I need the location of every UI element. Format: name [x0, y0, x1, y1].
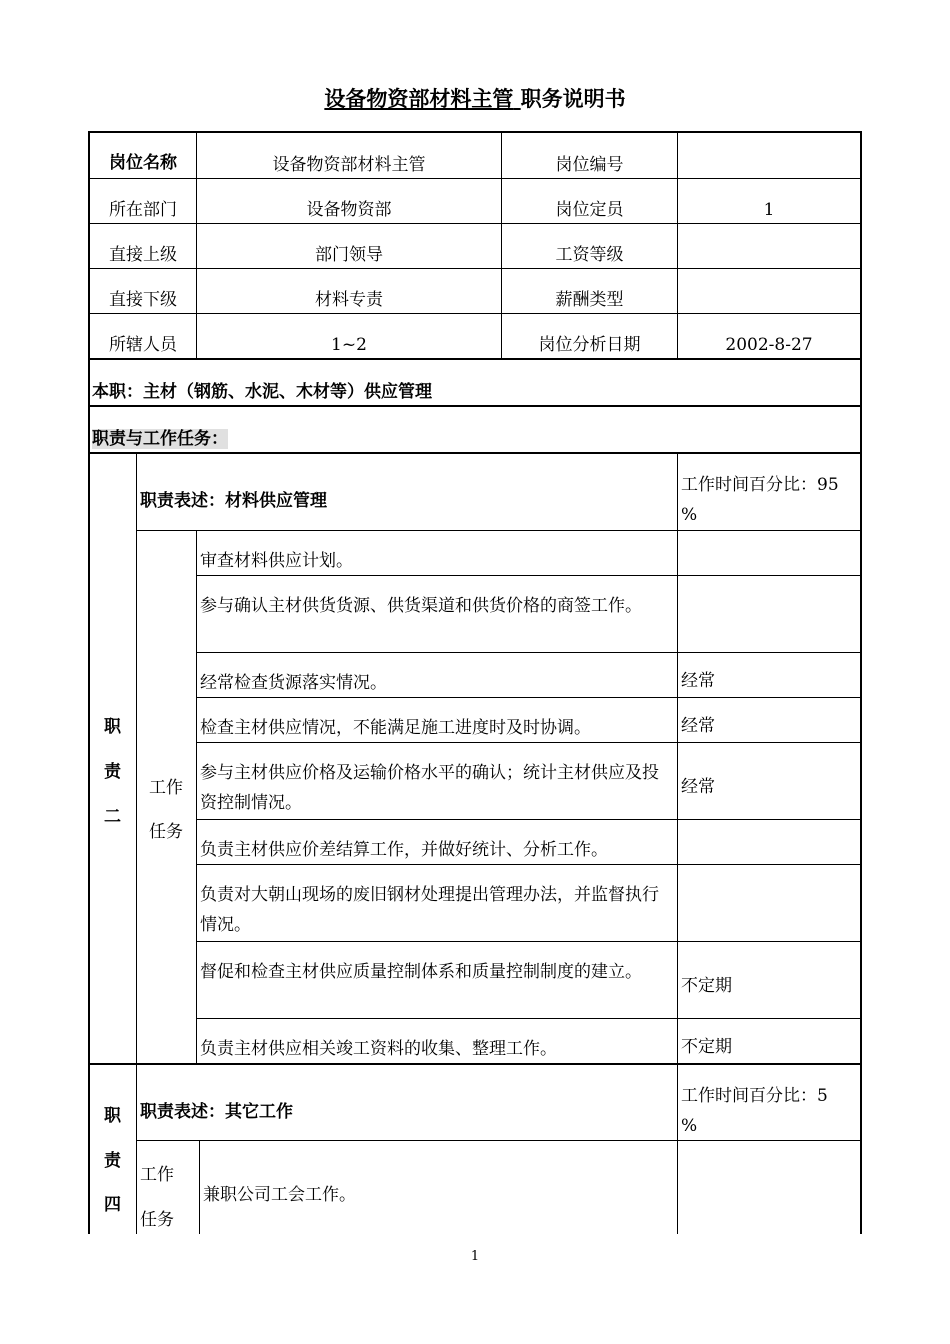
- duty2-task-label: 工作: [149, 778, 183, 798]
- title-part1: 设备物资部材料主管: [324, 87, 514, 111]
- duty2-task: 经常检查货源落实情况。: [200, 673, 387, 693]
- duty2-task: 督促和检查主材供应质量控制体系和质量控制制度的建立。: [200, 962, 642, 982]
- duty2-task: 参与确认主材供货货源、供货渠道和供货价格的商签工作。: [200, 596, 642, 616]
- page-number: 1: [470, 1249, 480, 1264]
- duty2-side-char: 二: [104, 807, 121, 827]
- info-value-headcount: 1: [763, 200, 775, 220]
- duty2-task: 检查主材供应情况，不能满足施工进度时及时协调。: [200, 718, 591, 738]
- core-duty: 本职：主材（钢筋、水泥、木材等）供应管理: [92, 382, 432, 402]
- info-value-subordinate: 材料专责: [315, 290, 383, 310]
- duty4-statement: 职责表述：其它工作: [140, 1102, 293, 1122]
- duty2-task-freq: 不定期: [681, 976, 732, 996]
- duty4-time-percent: 工作时间百分比：5 %: [681, 1086, 828, 1136]
- info-label-subordinate: 直接下级: [109, 290, 177, 310]
- duty2-time-percent: 工作时间百分比：95 %: [681, 475, 839, 525]
- duty4-task: 兼职公司工会工作。: [203, 1185, 356, 1205]
- info-value-position-name: 设备物资部材料主管: [272, 155, 426, 175]
- duty4-task-label: 工作: [140, 1165, 174, 1185]
- duty2-side-char: 责: [104, 762, 121, 782]
- info-label-pay-type: 薪酬类型: [555, 290, 624, 310]
- info-value-superior: 部门领导: [315, 245, 383, 265]
- info-value-staff: 1~2: [331, 335, 367, 355]
- duty2-statement: 职责表述：材料供应管理: [140, 491, 327, 511]
- info-value-analysis-date: 2002-8-27: [725, 335, 813, 355]
- info-label-headcount: 岗位定员: [555, 200, 624, 220]
- duty2-task-freq: 不定期: [681, 1037, 732, 1057]
- duty2-task-label: 任务: [149, 822, 183, 842]
- duty4-task-label: 任务: [140, 1210, 174, 1230]
- info-label-position-code: 岗位编号: [555, 155, 624, 175]
- page-title: [0, 83, 950, 113]
- duty2-task-freq: 经常: [681, 716, 715, 736]
- title-part2: 职务说明书: [520, 87, 626, 111]
- duty4-side-char: 四: [104, 1195, 121, 1215]
- info-label-salary-grade: 工资等级: [555, 245, 624, 265]
- duty2-task: 负责主材供应价差结算工作，并做好统计、分析工作。: [200, 840, 608, 860]
- info-value-department: 设备物资部: [306, 200, 392, 220]
- duty2-task: 参与主材供应价格及运输价格水平的确认；统计主材供应及投资控制情况。: [200, 763, 659, 813]
- info-label-position-name: 岗位名称: [109, 153, 177, 173]
- duty4-side-char: 职: [104, 1106, 121, 1126]
- duty2-task: 审查材料供应计划。: [200, 551, 353, 571]
- duties-header: 职责与工作任务：: [92, 429, 228, 449]
- duty2-task: 负责对大朝山现场的废旧钢材处理提出管理办法，并监督执行情况。: [200, 885, 659, 935]
- duty4-side-char: 责: [104, 1151, 121, 1171]
- info-label-staff: 所辖人员: [109, 335, 177, 355]
- duty2-task-freq: 经常: [681, 671, 715, 691]
- duty2-task-freq: 经常: [681, 777, 715, 797]
- info-label-analysis-date: 岗位分析日期: [538, 335, 641, 355]
- duty2-side-char: 职: [104, 717, 121, 737]
- duty2-task: 负责主材供应相关竣工资料的收集、整理工作。: [200, 1039, 557, 1059]
- info-label-department: 所在部门: [109, 200, 177, 220]
- info-label-superior: 直接上级: [109, 245, 177, 265]
